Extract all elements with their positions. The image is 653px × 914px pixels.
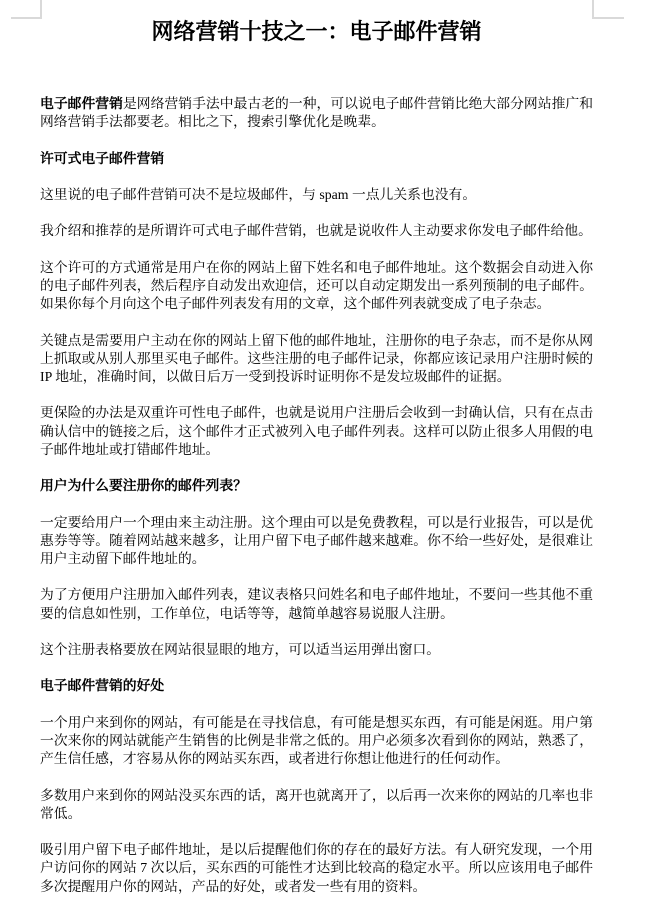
intro-paragraph [40,95,593,131]
document-title: 网络营销十技之一：电子邮件营销 [151,19,482,44]
paragraph: 这里说的电子邮件营销可决不是垃圾邮件，与 spam 一点儿关系也没有。 [40,186,477,202]
paragraph: 我介绍和推荐的是所谓许可式电子邮件营销，也就是说收件人主动要求你发电子邮件给他。 [40,223,592,239]
paragraph: 这个注册表格要放在网站很显眼的地方，可以适当运用弹出窗口。 [40,641,441,657]
paragraph: 关键点是需要用户主动在你的网站上留下他的邮件地址，注册你的电子杂志，而不是你从网上抓取或从别人那里买电子邮件。这些注册的电子邮件记录，你都应该记录用户注册时候的 IP 地址，准确时间，以做日后万一受到投诉时证明你不是发垃圾邮件的证据。 [40,332,593,384]
page-margin-mark-top-right-horizontal [592,17,624,19]
paragraph: 一定要给用户一个理由来主动注册。这个理由可以是免费教程，可以是行业报告，可以是优惠券等等。随着网站越来越多，让用户留下电子邮件越来越难。你不给一些好处，是很难让用户主动留下邮件地址的。 [40,514,593,566]
page-margin-mark-top-left-horizontal [11,17,42,19]
document-content [40,0,593,914]
paragraph: 吸引用户留下电子邮件地址，是以后提醒他们你的存在的最好方法。有人研究发现，一个用户访问你的网站 7 次以后，买东西的可能性才达到比较高的稳定水平。所以应该用电子邮件多次提醒用户你的网站，产品的好处，或者发一些有用的资料。 [40,842,593,894]
paragraph: 一个用户来到你的网站，有可能是在寻找信息，有可能是想买东西，有可能是闲逛。用户第一次来你的网站就能产生销售的比例是非常之低的。用户必须多次看到你的网站，熟悉了，产生信任感，才容易从你的网站买东西，或者进行你想让他进行的任何动作。 [40,714,593,767]
intro-text: 是网络营销手法中最古老的一种，可以说电子邮件营销比绝大部分网站推广和网络营销手法都要老。相比之下，搜索引擎优化是晚辈。 [40,96,594,130]
paragraph: 这个许可的方式通常是用户在你的网站上留下姓名和电子邮件地址。这个数据会自动进入你的电子邮件列表，然后程序自动发出欢迎信，还可以自动定期发出一系列预制的电子邮件。如果你每个月向这个电子邮件列表发有用的文章，这个邮件列表就变成了电子杂志。 [40,259,593,312]
paragraph: 更保险的办法是双重许可性电子邮件，也就是说用户注册后会收到一封确认信，只有在点击确认信中的链接之后，这个邮件才正式被列入电子邮件列表。这样可以防止很多人用假的电子邮件地址或打错邮件地址。 [40,405,593,457]
intro-bold-lead: 电子邮件营销 [40,96,123,111]
paragraph: 为了方便用户注册加入邮件列表，建议表格只问姓名和电子邮件地址，不要问一些其他不重要的信息如性别，工作单位，电话等等，越简单越容易说服人注册。 [40,587,593,621]
section-heading-permission-email: 许可式电子邮件营销 [40,150,165,166]
paragraph: 多数用户来到你的网站没买东西的话，离开也就离开了，以后再一次来你的网站的几率也非常低。 [40,787,593,821]
section-heading-email-benefits: 电子邮件营销的好处 [40,678,165,694]
section-heading-why-subscribe: 用户为什么要注册你的邮件列表？ [40,478,247,494]
